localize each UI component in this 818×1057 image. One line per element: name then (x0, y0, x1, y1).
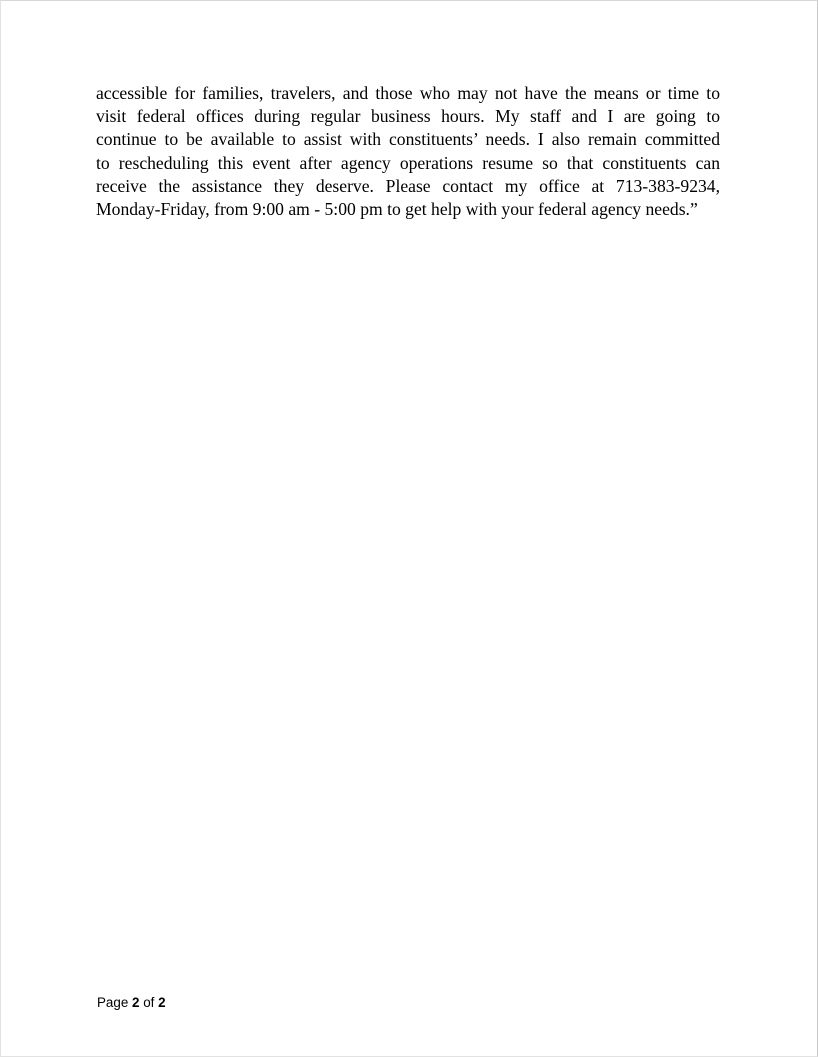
body-paragraph (96, 82, 720, 221)
paragraph-line: to rescheduling this event after agency operations resume so that constituents can (96, 152, 720, 173)
page-label: Page (97, 995, 129, 1010)
of-label: of (143, 995, 155, 1010)
paragraph-line: Monday-Friday, from 9:00 am - 5:00 pm to get help with your federal agency needs.” (96, 199, 698, 220)
current-page-number: 2 (132, 995, 140, 1010)
paragraph-line: continue to be available to assist with constituents’ needs. I also remain committed (96, 129, 720, 150)
paragraph-line: visit federal offices during regular business hours. My staff and I are going to (96, 106, 720, 127)
paragraph-line: accessible for families, travelers, and those who may not have the means or time to (96, 83, 720, 103)
paragraph-line: receive the assistance they deserve. Please contact my office at 713-383-9234, (96, 175, 720, 196)
page-number-footer (97, 994, 166, 1012)
total-pages-number: 2 (158, 995, 166, 1010)
